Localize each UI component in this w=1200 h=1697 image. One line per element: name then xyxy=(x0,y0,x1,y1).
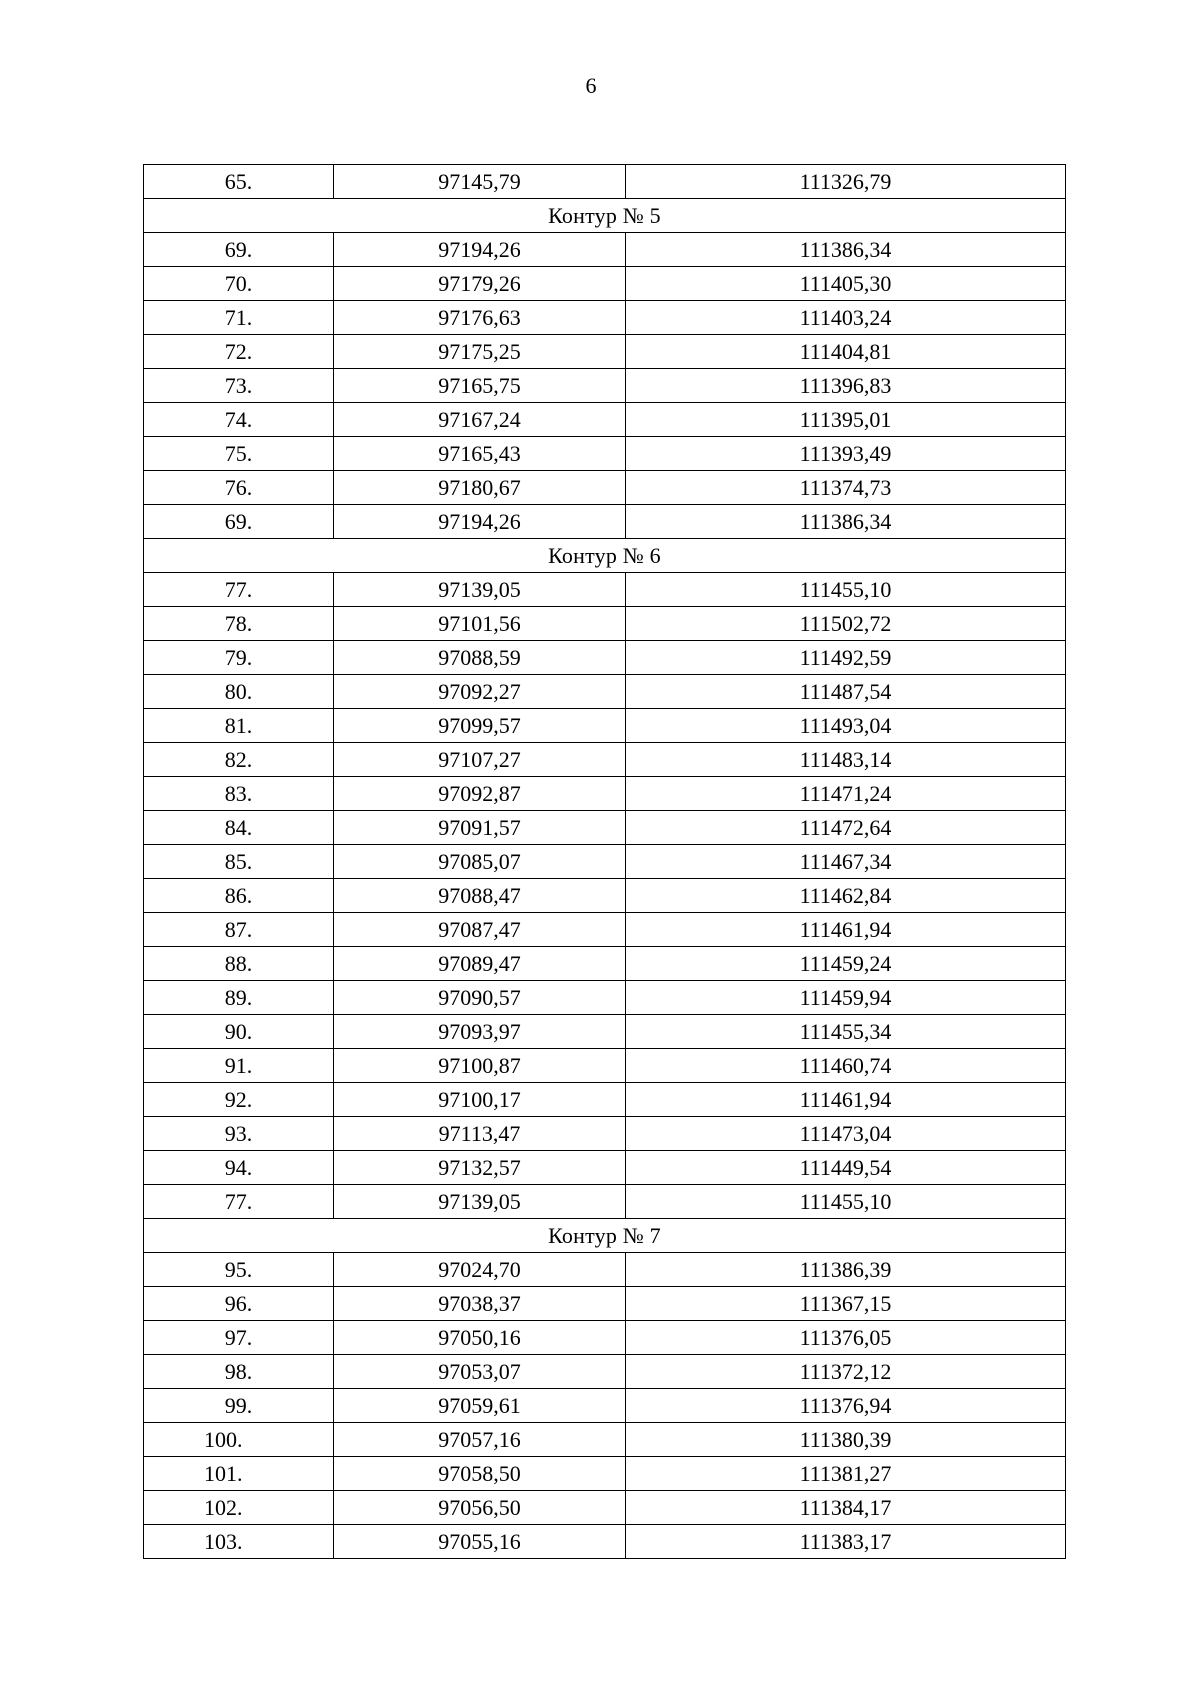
point-number-cell: 80. xyxy=(144,675,334,709)
point-number-cell: 102. xyxy=(144,1491,334,1525)
y-coordinate-cell: 111404,81 xyxy=(626,335,1066,369)
table-row xyxy=(144,1287,1066,1321)
y-coordinate-cell: 111376,94 xyxy=(626,1389,1066,1423)
point-number-cell: 71. xyxy=(144,301,334,335)
x-coordinate-cell: 97057,16 xyxy=(334,1423,626,1457)
y-coordinate-cell: 111487,54 xyxy=(626,675,1066,709)
x-coordinate-cell: 97194,26 xyxy=(334,233,626,267)
table-row xyxy=(144,267,1066,301)
table-row xyxy=(144,369,1066,403)
table-row xyxy=(144,743,1066,777)
x-coordinate-cell: 97145,79 xyxy=(334,165,626,199)
x-coordinate-cell: 97091,57 xyxy=(334,811,626,845)
contour-label: Контур № 5 xyxy=(144,199,1066,233)
y-coordinate-cell: 111462,84 xyxy=(626,879,1066,913)
x-coordinate-cell: 97107,27 xyxy=(334,743,626,777)
table-row xyxy=(144,1083,1066,1117)
point-number-cell: 101. xyxy=(144,1457,334,1491)
x-coordinate-cell: 97024,70 xyxy=(334,1253,626,1287)
x-coordinate-cell: 97100,87 xyxy=(334,1049,626,1083)
y-coordinate-cell: 111473,04 xyxy=(626,1117,1066,1151)
table-row xyxy=(144,1185,1066,1219)
point-number-cell: 85. xyxy=(144,845,334,879)
point-number-cell: 98. xyxy=(144,1355,334,1389)
table-row xyxy=(144,1151,1066,1185)
x-coordinate-cell: 97059,61 xyxy=(334,1389,626,1423)
y-coordinate-cell: 111492,59 xyxy=(626,641,1066,675)
point-number-cell: 76. xyxy=(144,471,334,505)
x-coordinate-cell: 97058,50 xyxy=(334,1457,626,1491)
table-row xyxy=(144,233,1066,267)
table-row xyxy=(144,1457,1066,1491)
table-row xyxy=(144,981,1066,1015)
table-row xyxy=(144,1049,1066,1083)
y-coordinate-cell: 111459,94 xyxy=(626,981,1066,1015)
point-number-cell: 95. xyxy=(144,1253,334,1287)
table-row xyxy=(144,947,1066,981)
y-coordinate-cell: 111483,14 xyxy=(626,743,1066,777)
x-coordinate-cell: 97093,97 xyxy=(334,1015,626,1049)
table-row xyxy=(144,845,1066,879)
y-coordinate-cell: 111459,24 xyxy=(626,947,1066,981)
y-coordinate-cell: 111493,04 xyxy=(626,709,1066,743)
x-coordinate-cell: 97087,47 xyxy=(334,913,626,947)
x-coordinate-cell: 97092,87 xyxy=(334,777,626,811)
y-coordinate-cell: 111376,05 xyxy=(626,1321,1066,1355)
point-number-cell: 103. xyxy=(144,1525,334,1559)
x-coordinate-cell: 97175,25 xyxy=(334,335,626,369)
point-number-cell: 69. xyxy=(144,505,334,539)
x-coordinate-cell: 97176,63 xyxy=(334,301,626,335)
point-number-cell: 78. xyxy=(144,607,334,641)
point-number-cell: 65. xyxy=(144,165,334,199)
y-coordinate-cell: 111396,83 xyxy=(626,369,1066,403)
table-row xyxy=(144,573,1066,607)
y-coordinate-cell: 111386,39 xyxy=(626,1253,1066,1287)
table-row xyxy=(144,1321,1066,1355)
x-coordinate-cell: 97085,07 xyxy=(334,845,626,879)
point-number-cell: 83. xyxy=(144,777,334,811)
y-coordinate-cell: 111386,34 xyxy=(626,505,1066,539)
contour-label: Контур № 7 xyxy=(144,1219,1066,1253)
x-coordinate-cell: 97180,67 xyxy=(334,471,626,505)
x-coordinate-cell: 97101,56 xyxy=(334,607,626,641)
x-coordinate-cell: 97113,47 xyxy=(334,1117,626,1151)
table-row xyxy=(144,607,1066,641)
table-row xyxy=(144,1423,1066,1457)
x-coordinate-cell: 97088,59 xyxy=(334,641,626,675)
contour-header-row xyxy=(144,1219,1066,1253)
table-row xyxy=(144,1117,1066,1151)
contour-label: Контур № 6 xyxy=(144,539,1066,573)
x-coordinate-cell: 97056,50 xyxy=(334,1491,626,1525)
y-coordinate-cell: 111393,49 xyxy=(626,437,1066,471)
y-coordinate-cell: 111367,15 xyxy=(626,1287,1066,1321)
y-coordinate-cell: 111455,10 xyxy=(626,1185,1066,1219)
point-number-cell: 90. xyxy=(144,1015,334,1049)
point-number-cell: 92. xyxy=(144,1083,334,1117)
point-number-cell: 82. xyxy=(144,743,334,777)
point-number-cell: 79. xyxy=(144,641,334,675)
point-number-cell: 70. xyxy=(144,267,334,301)
point-number-cell: 69. xyxy=(144,233,334,267)
x-coordinate-cell: 97139,05 xyxy=(334,1185,626,1219)
y-coordinate-cell: 111455,34 xyxy=(626,1015,1066,1049)
y-coordinate-cell: 111502,72 xyxy=(626,607,1066,641)
table-row xyxy=(144,403,1066,437)
coordinates-table-body xyxy=(144,165,1066,1559)
y-coordinate-cell: 111374,73 xyxy=(626,471,1066,505)
table-row xyxy=(144,1015,1066,1049)
x-coordinate-cell: 97167,24 xyxy=(334,403,626,437)
y-coordinate-cell: 111472,64 xyxy=(626,811,1066,845)
point-number-cell: 86. xyxy=(144,879,334,913)
table-row xyxy=(144,777,1066,811)
x-coordinate-cell: 97132,57 xyxy=(334,1151,626,1185)
x-coordinate-cell: 97038,37 xyxy=(334,1287,626,1321)
point-number-cell: 96. xyxy=(144,1287,334,1321)
table-row xyxy=(144,505,1066,539)
point-number-cell: 73. xyxy=(144,369,334,403)
y-coordinate-cell: 111372,12 xyxy=(626,1355,1066,1389)
x-coordinate-cell: 97090,57 xyxy=(334,981,626,1015)
table-row xyxy=(144,879,1066,913)
y-coordinate-cell: 111461,94 xyxy=(626,1083,1066,1117)
point-number-cell: 72. xyxy=(144,335,334,369)
x-coordinate-cell: 97089,47 xyxy=(334,947,626,981)
y-coordinate-cell: 111326,79 xyxy=(626,165,1066,199)
y-coordinate-cell: 111380,39 xyxy=(626,1423,1066,1457)
y-coordinate-cell: 111381,27 xyxy=(626,1457,1066,1491)
point-number-cell: 87. xyxy=(144,913,334,947)
x-coordinate-cell: 97092,27 xyxy=(334,675,626,709)
y-coordinate-cell: 111455,10 xyxy=(626,573,1066,607)
table-row xyxy=(144,811,1066,845)
x-coordinate-cell: 97165,43 xyxy=(334,437,626,471)
x-coordinate-cell: 97139,05 xyxy=(334,573,626,607)
table-row xyxy=(144,301,1066,335)
x-coordinate-cell: 97100,17 xyxy=(334,1083,626,1117)
x-coordinate-cell: 97179,26 xyxy=(334,267,626,301)
point-number-cell: 84. xyxy=(144,811,334,845)
table-row xyxy=(144,1491,1066,1525)
table-row xyxy=(144,913,1066,947)
table-row xyxy=(144,641,1066,675)
table-row xyxy=(144,709,1066,743)
point-number-cell: 74. xyxy=(144,403,334,437)
table-row xyxy=(144,471,1066,505)
y-coordinate-cell: 111405,30 xyxy=(626,267,1066,301)
y-coordinate-cell: 111403,24 xyxy=(626,301,1066,335)
coordinates-table xyxy=(143,164,1066,1559)
point-number-cell: 91. xyxy=(144,1049,334,1083)
y-coordinate-cell: 111449,54 xyxy=(626,1151,1066,1185)
page-number: 6 xyxy=(585,73,597,98)
table-row xyxy=(144,1525,1066,1559)
point-number-cell: 75. xyxy=(144,437,334,471)
x-coordinate-cell: 97099,57 xyxy=(334,709,626,743)
table-row xyxy=(144,165,1066,199)
point-number-cell: 81. xyxy=(144,709,334,743)
y-coordinate-cell: 111460,74 xyxy=(626,1049,1066,1083)
table-row xyxy=(144,1355,1066,1389)
x-coordinate-cell: 97194,26 xyxy=(334,505,626,539)
point-number-cell: 88. xyxy=(144,947,334,981)
table-row xyxy=(144,437,1066,471)
x-coordinate-cell: 97088,47 xyxy=(334,879,626,913)
point-number-cell: 97. xyxy=(144,1321,334,1355)
table-row xyxy=(144,1253,1066,1287)
y-coordinate-cell: 111467,34 xyxy=(626,845,1066,879)
y-coordinate-cell: 111395,01 xyxy=(626,403,1066,437)
y-coordinate-cell: 111383,17 xyxy=(626,1525,1066,1559)
table-row xyxy=(144,675,1066,709)
contour-header-row xyxy=(144,199,1066,233)
point-number-cell: 77. xyxy=(144,573,334,607)
point-number-cell: 89. xyxy=(144,981,334,1015)
point-number-cell: 93. xyxy=(144,1117,334,1151)
y-coordinate-cell: 111461,94 xyxy=(626,913,1066,947)
x-coordinate-cell: 97055,16 xyxy=(334,1525,626,1559)
y-coordinate-cell: 111384,17 xyxy=(626,1491,1066,1525)
point-number-cell: 99. xyxy=(144,1389,334,1423)
point-number-cell: 77. xyxy=(144,1185,334,1219)
y-coordinate-cell: 111471,24 xyxy=(626,777,1066,811)
x-coordinate-cell: 97050,16 xyxy=(334,1321,626,1355)
point-number-cell: 100. xyxy=(144,1423,334,1457)
contour-header-row xyxy=(144,539,1066,573)
y-coordinate-cell: 111386,34 xyxy=(626,233,1066,267)
point-number-cell: 94. xyxy=(144,1151,334,1185)
table-row xyxy=(144,335,1066,369)
table-row xyxy=(144,1389,1066,1423)
x-coordinate-cell: 97053,07 xyxy=(334,1355,626,1389)
x-coordinate-cell: 97165,75 xyxy=(334,369,626,403)
